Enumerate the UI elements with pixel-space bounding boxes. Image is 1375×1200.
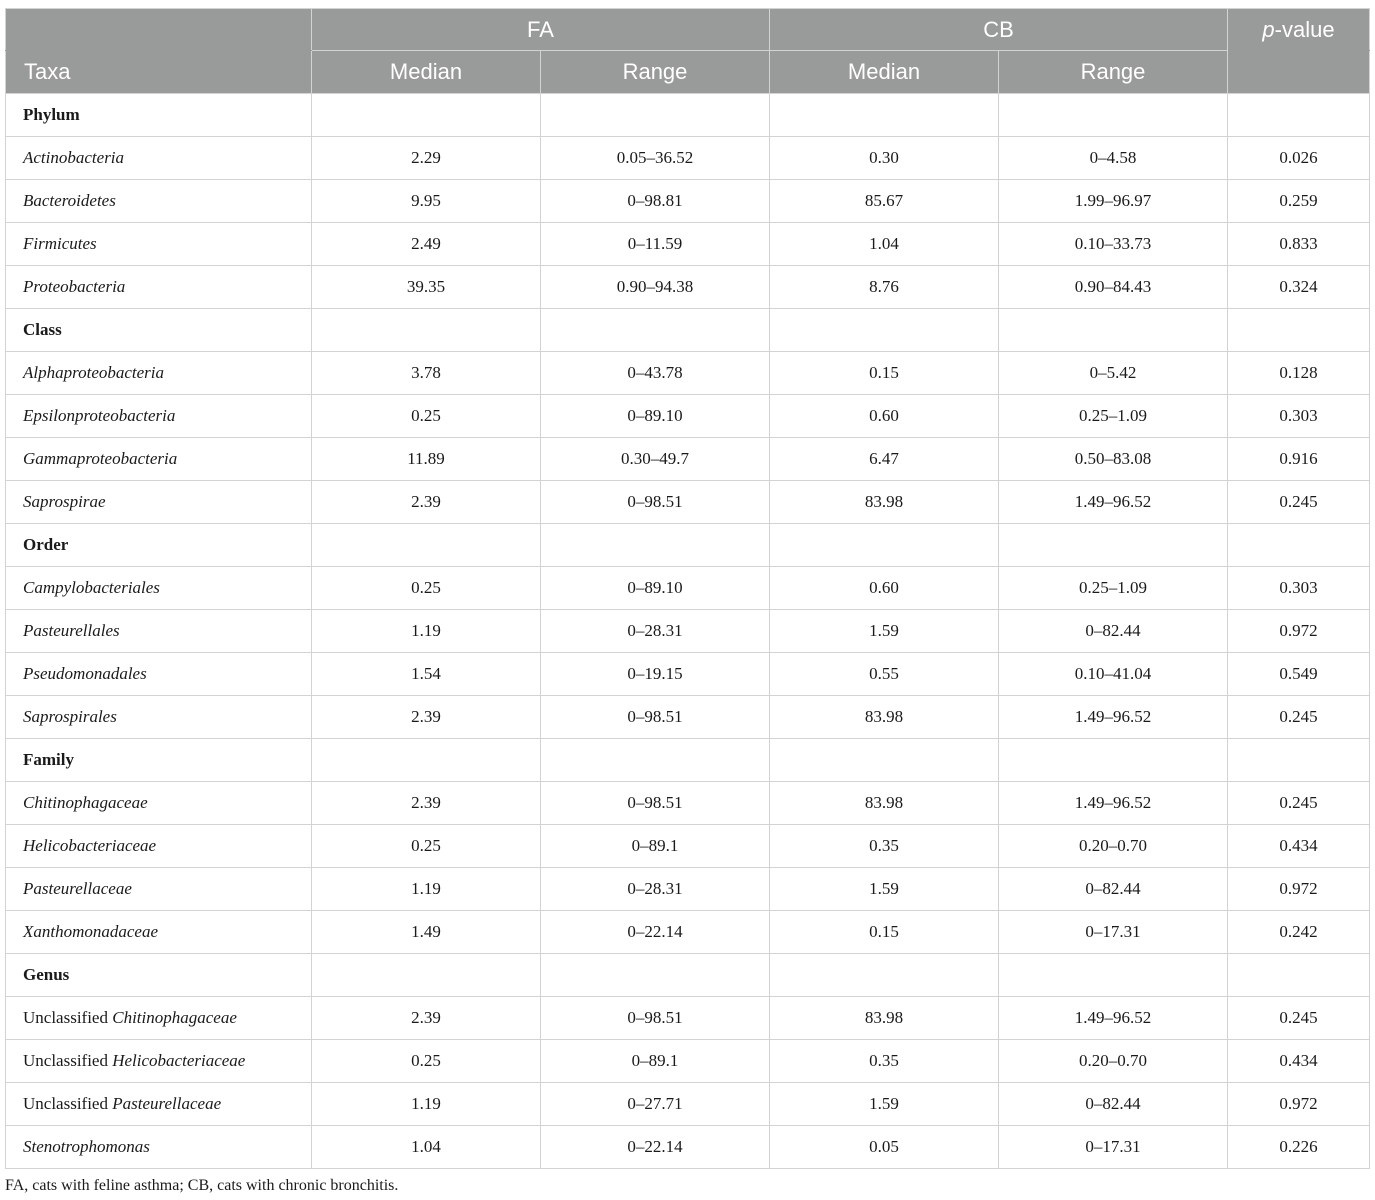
p-value-cell: 0.972 bbox=[1228, 1083, 1370, 1126]
fa-median-cell: 1.54 bbox=[312, 653, 541, 696]
cb-median-cell: 0.15 bbox=[770, 911, 999, 954]
table-row bbox=[6, 868, 1370, 911]
taxon-cell bbox=[6, 868, 312, 911]
table-row bbox=[6, 481, 1370, 524]
fa-median-cell: 1.19 bbox=[312, 1083, 541, 1126]
cb-median-cell: 1.59 bbox=[770, 1083, 999, 1126]
cb-range-cell: 0–82.44 bbox=[999, 868, 1228, 911]
taxon-name: Pseudomonadales bbox=[23, 664, 147, 683]
header-cb-median: Median bbox=[770, 51, 999, 94]
table-group-row bbox=[6, 954, 1370, 997]
p-value-cell: 0.303 bbox=[1228, 395, 1370, 438]
fa-median-cell: 1.49 bbox=[312, 911, 541, 954]
cb-median-cell: 83.98 bbox=[770, 481, 999, 524]
taxon-name: Saprospirae bbox=[23, 492, 106, 511]
cb-median-cell: 6.47 bbox=[770, 438, 999, 481]
cb-median-cell: 1.04 bbox=[770, 223, 999, 266]
fa-range-cell: 0–98.81 bbox=[541, 180, 770, 223]
fa-range-cell: 0–98.51 bbox=[541, 782, 770, 825]
p-value-cell: 0.324 bbox=[1228, 266, 1370, 309]
fa-range-cell: 0–28.31 bbox=[541, 610, 770, 653]
fa-range-cell: 0–98.51 bbox=[541, 696, 770, 739]
fa-range-cell: 0–27.71 bbox=[541, 1083, 770, 1126]
p-value-cell: 0.434 bbox=[1228, 1040, 1370, 1083]
cb-median-cell: 0.35 bbox=[770, 825, 999, 868]
taxa-abundance-table bbox=[5, 8, 1370, 1169]
cb-median-cell: 83.98 bbox=[770, 782, 999, 825]
table-row bbox=[6, 610, 1370, 653]
p-value-cell: 0.259 bbox=[1228, 180, 1370, 223]
empty-cell bbox=[1228, 954, 1370, 997]
cb-median-cell: 0.35 bbox=[770, 1040, 999, 1083]
cb-range-cell: 0.25–1.09 bbox=[999, 395, 1228, 438]
table-row bbox=[6, 1040, 1370, 1083]
fa-median-cell: 11.89 bbox=[312, 438, 541, 481]
table-group-row bbox=[6, 739, 1370, 782]
taxon-cell bbox=[6, 782, 312, 825]
fa-median-cell: 0.25 bbox=[312, 567, 541, 610]
fa-range-cell: 0–89.1 bbox=[541, 1040, 770, 1083]
cb-range-cell: 0.10–33.73 bbox=[999, 223, 1228, 266]
empty-cell bbox=[541, 954, 770, 997]
fa-median-cell: 9.95 bbox=[312, 180, 541, 223]
taxon-cell bbox=[6, 438, 312, 481]
fa-range-cell: 0–98.51 bbox=[541, 997, 770, 1040]
fa-range-cell: 0–98.51 bbox=[541, 481, 770, 524]
table-group-row bbox=[6, 309, 1370, 352]
cb-range-cell: 0–82.44 bbox=[999, 1083, 1228, 1126]
empty-cell bbox=[999, 309, 1228, 352]
fa-range-cell: 0–89.10 bbox=[541, 395, 770, 438]
taxon-cell bbox=[6, 1083, 312, 1126]
p-value-cell: 0.916 bbox=[1228, 438, 1370, 481]
taxon-cell bbox=[6, 395, 312, 438]
fa-range-cell: 0.90–94.38 bbox=[541, 266, 770, 309]
cb-range-cell: 1.99–96.97 bbox=[999, 180, 1228, 223]
fa-median-cell: 2.49 bbox=[312, 223, 541, 266]
table-footnote: FA, cats with feline asthma; CB, cats with chronic bronchitis. bbox=[5, 1177, 399, 1194]
fa-median-cell: 1.19 bbox=[312, 868, 541, 911]
taxon-name: Actinobacteria bbox=[23, 148, 125, 167]
cb-median-cell: 1.59 bbox=[770, 868, 999, 911]
table-row bbox=[6, 180, 1370, 223]
empty-cell bbox=[999, 524, 1228, 567]
table-row bbox=[6, 395, 1370, 438]
group-label: Class bbox=[6, 309, 312, 352]
taxon-name: Xanthomonadaceae bbox=[23, 922, 159, 941]
taxon-name: Proteobacteria bbox=[23, 277, 126, 296]
table-row bbox=[6, 567, 1370, 610]
p-value-cell: 0.972 bbox=[1228, 610, 1370, 653]
header-column-row bbox=[6, 51, 1370, 94]
fa-median-cell: 1.19 bbox=[312, 610, 541, 653]
taxon-prefix: Unclassified bbox=[23, 1051, 113, 1070]
empty-cell bbox=[541, 739, 770, 782]
taxon-name: Pasteurellaceae bbox=[112, 1094, 222, 1113]
table-row bbox=[6, 1126, 1370, 1169]
cb-range-cell: 0–17.31 bbox=[999, 911, 1228, 954]
cb-median-cell: 8.76 bbox=[770, 266, 999, 309]
cb-median-cell: 0.60 bbox=[770, 567, 999, 610]
empty-cell bbox=[312, 309, 541, 352]
header-group-fa: FA bbox=[312, 9, 770, 51]
taxon-name: Stenotrophomonas bbox=[23, 1137, 150, 1156]
taxon-cell bbox=[6, 137, 312, 180]
fa-range-cell: 0–19.15 bbox=[541, 653, 770, 696]
p-value-cell: 0.128 bbox=[1228, 352, 1370, 395]
taxon-name: Campylobacteriales bbox=[23, 578, 160, 597]
empty-cell bbox=[1228, 309, 1370, 352]
taxon-name: Chitinophagaceae bbox=[112, 1008, 237, 1027]
taxon-name: Gammaproteobacteria bbox=[23, 449, 178, 468]
taxon-cell bbox=[6, 610, 312, 653]
cb-range-cell: 0.10–41.04 bbox=[999, 653, 1228, 696]
cb-range-cell: 0–4.58 bbox=[999, 137, 1228, 180]
taxon-name: Firmicutes bbox=[23, 234, 97, 253]
empty-cell bbox=[770, 94, 999, 137]
fa-range-cell: 0–11.59 bbox=[541, 223, 770, 266]
taxon-name: Saprospirales bbox=[23, 707, 117, 726]
cb-median-cell: 0.60 bbox=[770, 395, 999, 438]
fa-median-cell: 2.39 bbox=[312, 782, 541, 825]
p-value-cell: 0.026 bbox=[1228, 137, 1370, 180]
cb-range-cell: 0.50–83.08 bbox=[999, 438, 1228, 481]
fa-range-cell: 0–22.14 bbox=[541, 911, 770, 954]
empty-cell bbox=[770, 309, 999, 352]
empty-cell bbox=[312, 94, 541, 137]
header-fa-median: Median bbox=[312, 51, 541, 94]
empty-cell bbox=[999, 94, 1228, 137]
empty-cell bbox=[770, 739, 999, 782]
header-taxa: Taxa bbox=[6, 51, 312, 94]
table-row bbox=[6, 137, 1370, 180]
taxon-cell bbox=[6, 911, 312, 954]
empty-cell bbox=[541, 94, 770, 137]
table-row bbox=[6, 653, 1370, 696]
cb-range-cell: 0.20–0.70 bbox=[999, 825, 1228, 868]
empty-cell bbox=[1228, 739, 1370, 782]
cb-range-cell: 0.20–0.70 bbox=[999, 1040, 1228, 1083]
p-value-cell: 0.434 bbox=[1228, 825, 1370, 868]
empty-cell bbox=[770, 954, 999, 997]
header-p-blank bbox=[1228, 51, 1370, 94]
taxon-cell bbox=[6, 825, 312, 868]
taxon-cell bbox=[6, 223, 312, 266]
cb-median-cell: 0.05 bbox=[770, 1126, 999, 1169]
cb-median-cell: 0.55 bbox=[770, 653, 999, 696]
p-value-cell: 0.972 bbox=[1228, 868, 1370, 911]
p-value-italic: p bbox=[1262, 16, 1275, 42]
header-group-row bbox=[6, 9, 1370, 51]
fa-range-cell: 0–22.14 bbox=[541, 1126, 770, 1169]
fa-range-cell: 0–28.31 bbox=[541, 868, 770, 911]
cb-range-cell: 0.90–84.43 bbox=[999, 266, 1228, 309]
header-fa-range: Range bbox=[541, 51, 770, 94]
header-cb-range: Range bbox=[999, 51, 1228, 94]
empty-cell bbox=[312, 739, 541, 782]
cb-range-cell: 1.49–96.52 bbox=[999, 782, 1228, 825]
cb-range-cell: 1.49–96.52 bbox=[999, 481, 1228, 524]
table-row bbox=[6, 1083, 1370, 1126]
p-value-cell: 0.303 bbox=[1228, 567, 1370, 610]
fa-median-cell: 2.39 bbox=[312, 696, 541, 739]
fa-median-cell: 0.25 bbox=[312, 1040, 541, 1083]
cb-range-cell: 0–82.44 bbox=[999, 610, 1228, 653]
taxon-cell bbox=[6, 997, 312, 1040]
fa-median-cell: 0.25 bbox=[312, 825, 541, 868]
table-row bbox=[6, 696, 1370, 739]
table-row bbox=[6, 997, 1370, 1040]
fa-range-cell: 0–89.10 bbox=[541, 567, 770, 610]
taxon-cell bbox=[6, 1126, 312, 1169]
taxon-cell bbox=[6, 352, 312, 395]
p-value-cell: 0.245 bbox=[1228, 782, 1370, 825]
table-row bbox=[6, 266, 1370, 309]
taxon-cell bbox=[6, 696, 312, 739]
table-row bbox=[6, 223, 1370, 266]
taxon-name: Chitinophagaceae bbox=[23, 793, 148, 812]
fa-median-cell: 1.04 bbox=[312, 1126, 541, 1169]
cb-range-cell: 0.25–1.09 bbox=[999, 567, 1228, 610]
table-row bbox=[6, 825, 1370, 868]
taxon-prefix: Unclassified bbox=[23, 1008, 113, 1027]
group-label: Phylum bbox=[6, 94, 312, 137]
fa-median-cell: 3.78 bbox=[312, 352, 541, 395]
p-value-rest: -value bbox=[1274, 16, 1335, 42]
p-value-cell: 0.833 bbox=[1228, 223, 1370, 266]
p-value-cell: 0.549 bbox=[1228, 653, 1370, 696]
fa-range-cell: 0–89.1 bbox=[541, 825, 770, 868]
empty-cell bbox=[541, 309, 770, 352]
empty-cell bbox=[999, 739, 1228, 782]
cb-median-cell: 0.30 bbox=[770, 137, 999, 180]
p-value-cell: 0.245 bbox=[1228, 481, 1370, 524]
p-value-cell: 0.245 bbox=[1228, 696, 1370, 739]
empty-cell bbox=[1228, 94, 1370, 137]
cb-median-cell: 0.15 bbox=[770, 352, 999, 395]
empty-cell bbox=[312, 954, 541, 997]
p-value-cell: 0.242 bbox=[1228, 911, 1370, 954]
table-group-row bbox=[6, 524, 1370, 567]
fa-median-cell: 0.25 bbox=[312, 395, 541, 438]
fa-range-cell: 0.30–49.7 bbox=[541, 438, 770, 481]
table-body bbox=[6, 94, 1370, 1169]
cb-median-cell: 83.98 bbox=[770, 997, 999, 1040]
taxon-name: Alphaproteobacteria bbox=[23, 363, 165, 382]
table-row bbox=[6, 438, 1370, 481]
empty-cell bbox=[312, 524, 541, 567]
cb-median-cell: 85.67 bbox=[770, 180, 999, 223]
cb-median-cell: 83.98 bbox=[770, 696, 999, 739]
group-label: Order bbox=[6, 524, 312, 567]
taxon-prefix: Unclassified bbox=[23, 1094, 113, 1113]
fa-median-cell: 39.35 bbox=[312, 266, 541, 309]
table-header bbox=[6, 9, 1370, 94]
cb-median-cell: 1.59 bbox=[770, 610, 999, 653]
header-group-cb: CB bbox=[770, 9, 1228, 51]
taxon-name: Epsilonproteobacteria bbox=[23, 406, 176, 425]
taxon-name: Helicobacteriaceae bbox=[23, 836, 157, 855]
cb-range-cell: 1.49–96.52 bbox=[999, 997, 1228, 1040]
taxon-cell bbox=[6, 567, 312, 610]
fa-range-cell: 0.05–36.52 bbox=[541, 137, 770, 180]
p-value-cell: 0.245 bbox=[1228, 997, 1370, 1040]
cb-range-cell: 1.49–96.52 bbox=[999, 696, 1228, 739]
table-row bbox=[6, 911, 1370, 954]
table-row bbox=[6, 782, 1370, 825]
fa-median-cell: 2.39 bbox=[312, 481, 541, 524]
taxon-cell bbox=[6, 481, 312, 524]
taxon-name: Bacteroidetes bbox=[23, 191, 116, 210]
empty-cell bbox=[999, 954, 1228, 997]
group-label: Family bbox=[6, 739, 312, 782]
header-p-value bbox=[1228, 9, 1370, 51]
fa-median-cell: 2.39 bbox=[312, 997, 541, 1040]
cb-range-cell: 0–5.42 bbox=[999, 352, 1228, 395]
taxon-cell bbox=[6, 653, 312, 696]
table-container bbox=[5, 8, 1369, 1195]
table-row bbox=[6, 352, 1370, 395]
taxon-cell bbox=[6, 180, 312, 223]
taxon-name: Helicobacteriaceae bbox=[112, 1051, 246, 1070]
table-group-row bbox=[6, 94, 1370, 137]
taxon-cell bbox=[6, 1040, 312, 1083]
empty-cell bbox=[1228, 524, 1370, 567]
taxon-name: Pasteurellales bbox=[23, 621, 120, 640]
p-value-cell: 0.226 bbox=[1228, 1126, 1370, 1169]
empty-cell bbox=[541, 524, 770, 567]
header-blank-cell bbox=[6, 9, 312, 51]
group-label: Genus bbox=[6, 954, 312, 997]
taxon-cell bbox=[6, 266, 312, 309]
fa-range-cell: 0–43.78 bbox=[541, 352, 770, 395]
fa-median-cell: 2.29 bbox=[312, 137, 541, 180]
empty-cell bbox=[770, 524, 999, 567]
taxon-name: Pasteurellaceae bbox=[23, 879, 132, 898]
cb-range-cell: 0–17.31 bbox=[999, 1126, 1228, 1169]
